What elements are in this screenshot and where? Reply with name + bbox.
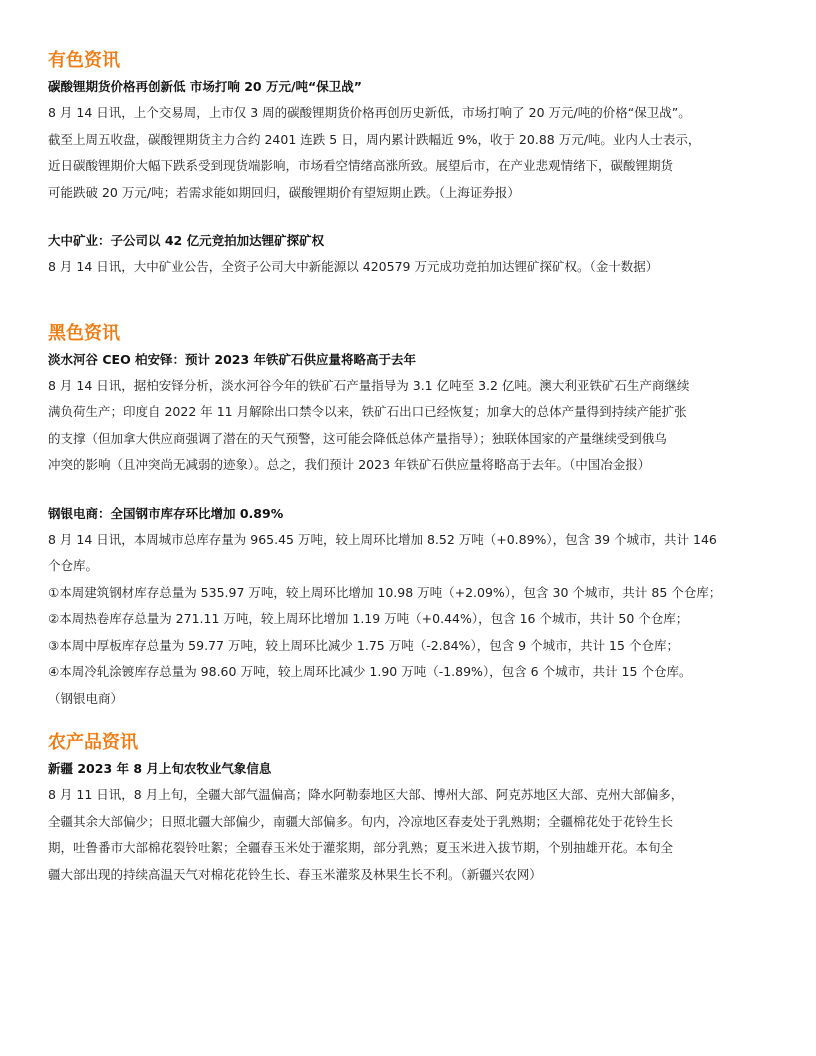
article [48, 504, 770, 713]
section-title-agriculture: 农产品资讯 [48, 732, 138, 753]
text-line: 8 月 11 日讯，8 月上旬，全疆大部气温偏高；降水阿勒泰地区大部、博州大部、阿克苏地区大部、克州大部偏多， [48, 787, 684, 802]
text-line: ③本周中厚板库存总量为 59.77 万吨，较上周环比减少 1.75 万吨（-2.84%），包含 9 个城市，共计 15 个仓库； [48, 637, 679, 653]
text-line: 全疆其余大部偏少；日照北疆大部偏少，南疆大部偏多。旬内，冷凉地区春麦处于乳熟期；全疆棉花处于花铃生长 [48, 813, 674, 829]
text-line: 8 月 14 日讯，大中矿业公告，全资子公司大中新能源以 420579 万元成功竞拍加达锂矿探矿权。（金十数据） [48, 259, 659, 274]
article-body [48, 254, 770, 281]
article-title: 新疆 2023 年 8 月上旬农牧业气象信息 [48, 761, 272, 776]
article-title: 钢银电商：全国钢市库存环比增加 0.89% [48, 505, 284, 521]
article [48, 350, 770, 479]
text-line: 8 月 14 日讯，本周城市总库存量为 965.45 万吨，较上周环比增加 8.52 万吨（+0.89%），包含 39 个城市，共计 146 [48, 531, 717, 547]
article [48, 231, 770, 281]
text-line: 个仓库。 [48, 558, 99, 573]
text-line: 期，吐鲁番市大部棉花裂铃吐絮；全疆春玉米处于灌浆期，部分乳熟；夏玉米进入拔节期，个别抽雄开花。本旬全 [48, 840, 674, 855]
article-body [48, 782, 770, 888]
section-title-ferrous: 黑色资讯 [48, 322, 120, 344]
text-line: 8 月 14 日讯，上个交易周，上市仅 3 周的碳酸锂期货价格再创历史新低，市场打响了 20 万元/吨的价格“保卫战”。 [48, 105, 691, 120]
article [48, 759, 770, 888]
document-body [48, 48, 770, 888]
section-title-nonferrous: 有色资讯 [48, 50, 120, 71]
article [48, 77, 770, 206]
text-line: （钢银电商） [48, 690, 124, 706]
article-body [48, 373, 770, 479]
text-line: ①本周建筑钢材库存总量为 535.97 万吨，较上周环比增加 10.98 万吨（+2.09%），包含 30 个城市，共计 85 个仓库； [48, 584, 722, 600]
article-body [48, 527, 770, 713]
text-line: 冲突的影响（且冲突尚无减弱的迹象）。总之，我们预计 2023 年铁矿石供应量将略高于去年。（中国冶金报） [48, 457, 651, 472]
article-title: 淡水河谷 CEO 柏安铎：预计 2023 年铁矿石供应量将略高于去年 [48, 351, 417, 367]
text-line: 截至上周五收盘，碳酸锂期货主力合约 2401 连跌 5 日，周内累计跌幅近 9%，收于 20.88 万元/吨。业内人士表示， [48, 131, 701, 147]
text-line: 近日碳酸锂期价大幅下跌系受到现货端影响，市场看空情绪高涨所致。展望后市，在产业悲观情绪下，碳酸锂期货 [48, 158, 674, 173]
article-body [48, 100, 770, 206]
text-line: 8 月 14 日讯，据柏安铎分析，淡水河谷今年的铁矿石产量指导为 3.1 亿吨至 3.2 亿吨。澳大利亚铁矿石生产商继续 [48, 377, 690, 393]
text-line: ④本周冷轧涂镀库存总量为 98.60 万吨，较上周环比减少 1.90 万吨（-1.89%），包含 6 个城市，共计 15 个仓库。 [48, 664, 692, 679]
text-line: 可能跌破 20 万元/吨；若需求能如期回归，碳酸锂期价有望短期止跌。（上海证券报） [48, 184, 520, 200]
article-title: 碳酸锂期货价格再创新低 市场打响 20 万元/吨“保卫战” [48, 79, 362, 94]
text-line: 疆大部出现的持续高温天气对棉花花铃生长、春玉米灌浆及林果生长不利。（新疆兴农网） [48, 866, 542, 882]
text-line: 满负荷生产；印度自 2022 年 11 月解除出口禁令以来，铁矿石出口已经恢复；加拿大的总体产量得到持续产能扩张 [48, 404, 687, 419]
text-line: 的支撑（但加拿大供应商强调了潜在的天气预警，这可能会降低总体产量指导）；独联体国家的产量继续受到俄乌 [48, 430, 667, 446]
article-title: 大中矿业：子公司以 42 亿元竞拍加达锂矿探矿权 [48, 233, 325, 248]
text-line: ②本周热卷库存总量为 271.11 万吨，较上周环比增加 1.19 万吨（+0.44%），包含 16 个城市，共计 50 个仓库； [48, 611, 689, 626]
